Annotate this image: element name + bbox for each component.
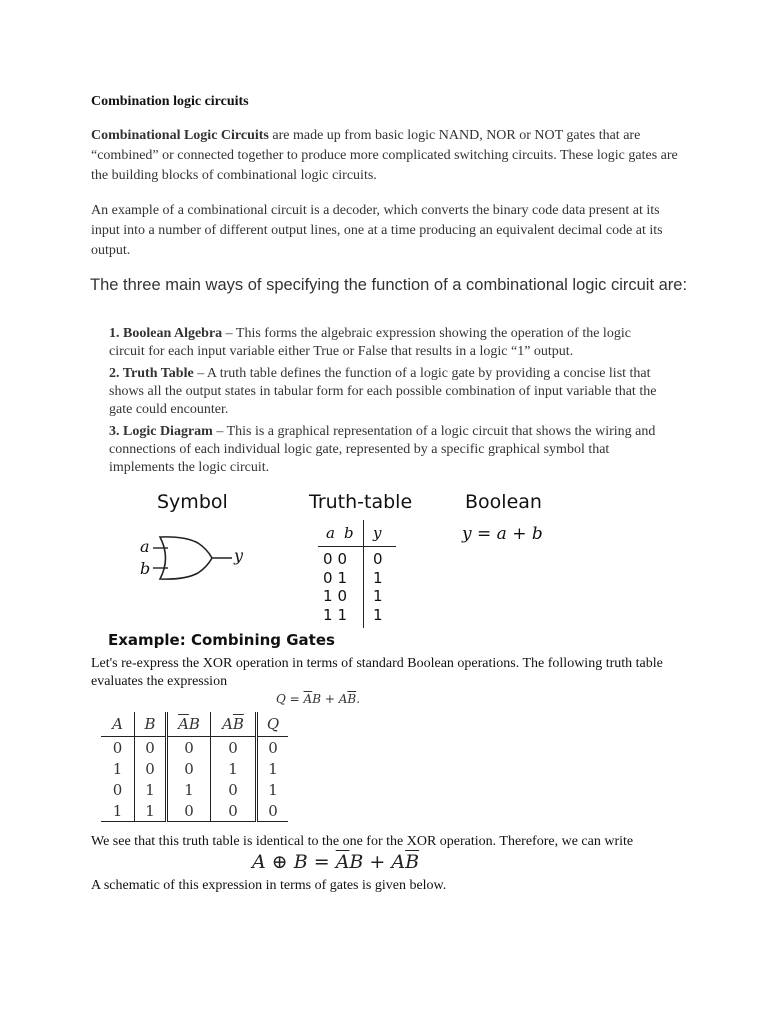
boolean-label: Boolean (465, 491, 542, 513)
xor-header-b: B (135, 712, 167, 737)
ways-heading: The three main ways of specifying the function of a combinational logic circuit are: (90, 276, 688, 294)
symbol-label: Symbol (157, 491, 228, 513)
xor-header-anotb: $A\overline{B}$ (211, 712, 257, 737)
tt-header-y: y (373, 524, 382, 542)
gate-input-b: b (140, 559, 151, 578)
xor-truth-table (101, 712, 288, 822)
xor-header-q: Q (257, 712, 289, 737)
list-item-label: 3. Logic Diagram (109, 424, 213, 439)
table-row: 0 0 0 0 0 (101, 737, 288, 759)
list-item-text: – A truth table defines the function of a logic gate by providing a concise list that shows all the output states in tabular form for each possible combination of input variable that the gate could encounter. (109, 366, 657, 417)
table-row: 1 0 0 1 1 (101, 758, 288, 779)
or-truth-table (318, 520, 400, 628)
example-heading: Example: Combining Gates (108, 631, 335, 649)
intro-paragraph (91, 126, 691, 186)
xor-intro-paragraph: Let's re-express the XOR operation in terms of standard Boolean operations. The following truth table evaluates the expression (91, 656, 663, 689)
tt-header-a: a (326, 524, 335, 542)
list-item-text: – This forms the algebraic expression showing the operation of the logic circuit for each input variable either True or False that results in a logic “1” output. (109, 326, 631, 359)
xor-header-notab: $\overline{A}B$ (167, 712, 211, 737)
tt-header-rule (318, 546, 396, 547)
xor-header-a: A (101, 712, 135, 737)
truth-table-label: Truth-table (309, 491, 413, 513)
tt-output-column: 0 1 1 1 (373, 550, 383, 624)
list-item (109, 325, 669, 361)
gate-input-a: a (140, 537, 150, 556)
table-row: 1 1 0 0 0 (101, 800, 288, 822)
intro-bold-term: Combinational Logic Circuits (91, 128, 269, 143)
tt-header-b: b (344, 524, 354, 542)
list-item-label: 2. Truth Table (109, 366, 194, 381)
gate-output-y: y (234, 546, 244, 565)
schematic-line: A schematic of this expression in terms of gates is given below. (91, 878, 447, 893)
intro-text: are made up from basic logic NAND, NOR or NOT gates that are “combined” or connected together to produce more complicated switching circuits. These logic gates are the building blocks of combinational logic circuits. (91, 128, 678, 183)
or-gate-icon (160, 537, 212, 579)
xor-formula: A ⊕ $B = \overline{A}B + A\overline{B}$ (252, 851, 420, 873)
boolean-expression: y = a + b (462, 524, 543, 544)
decoder-paragraph: An example of a combinational circuit is a decoder, which converts the binary code data present at its input into a number of different output lines, one at a time producing an equivalent decimal code at its output. (91, 203, 663, 258)
list-item (109, 423, 669, 477)
xor-expression: $Q = \overline{A}B + A\overline{B}$. (276, 692, 361, 706)
page-title: Combination logic circuits (91, 94, 249, 109)
xor-conclusion: We see that this truth table is identical to the one for the XOR operation. Therefore, we can write (91, 834, 634, 849)
table-row: 0 1 1 0 1 (101, 779, 288, 800)
list-item-label: 1. Boolean Algebra (109, 326, 223, 341)
list-item (109, 365, 669, 419)
list-item-text: – This is a graphical representation of a logic circuit that shows the wiring and connections of each individual logic gate, represented by a specific graphical symbol that implements the logic circuit. (109, 424, 656, 475)
ways-list (109, 325, 669, 481)
tt-rows: 00 01 10 11 (323, 550, 353, 624)
tt-divider (363, 520, 364, 628)
